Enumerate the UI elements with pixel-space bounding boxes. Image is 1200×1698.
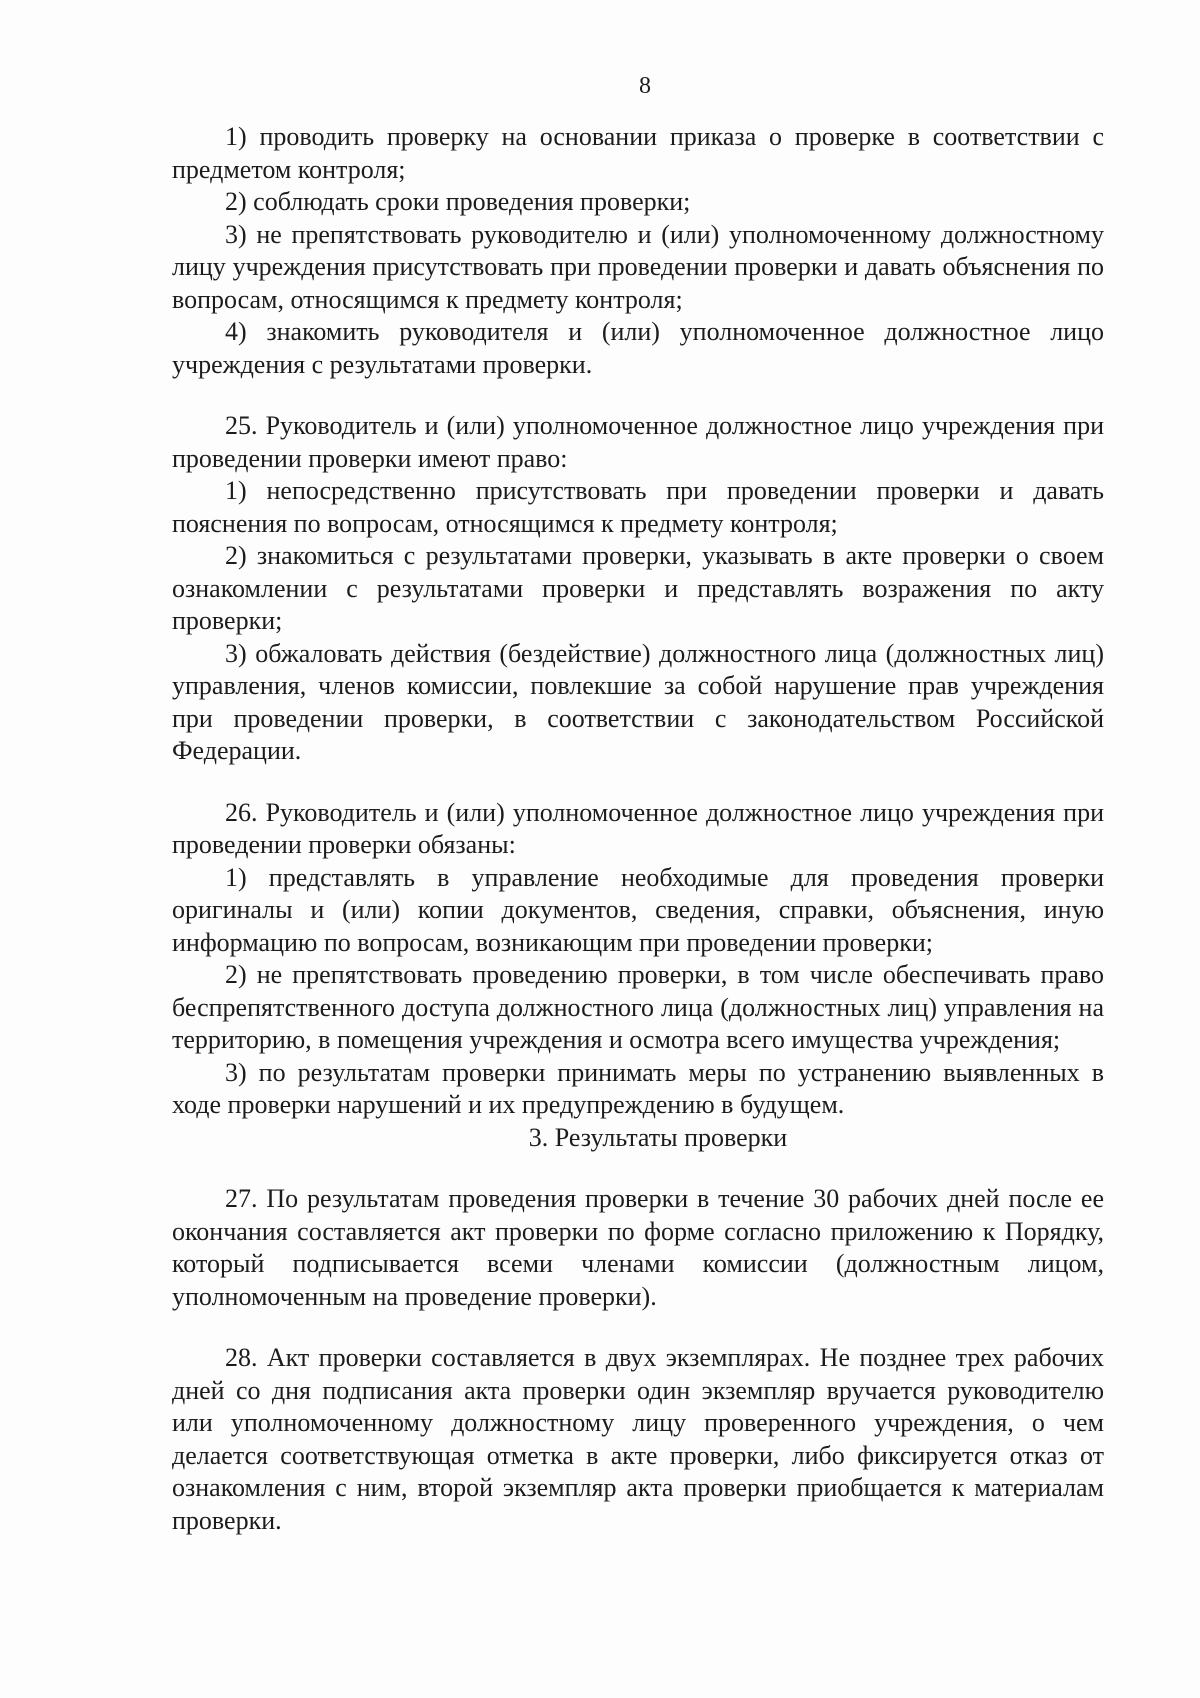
document-body bbox=[172, 121, 1104, 1537]
paragraph-25-item-2: 2) знакомиться с результатами проверки, указывать в акте проверки о своем ознакомлении с результатами проверки и представлять возражения по акту проверки; bbox=[172, 541, 1104, 635]
paragraph-26-item-1: 1) представлять в управление необходимые для проведения проверки оригиналы и (или) копии документов, сведения, справки, объяснения, иную информацию по вопросам, возникающим при проведении проверки; bbox=[172, 862, 1104, 957]
paragraph-24-item-2: 2) соблюдать сроки проведения проверки; bbox=[225, 187, 691, 216]
paragraph-25: 25. Руководитель и (или) уполномоченное должностное лицо учреждения при проведении проверки имеют право: bbox=[172, 411, 1104, 473]
paragraph-27: 27. По результатам проведения проверки в течение 30 рабочих дней после ее окончания составляется акт проверки по форме согласно приложению к Порядку, который подписывается всеми членами комиссии (должностным лицом, уполномоченным на проведение проверки). bbox=[172, 1184, 1104, 1311]
paragraph-26-item-3: 3) по результатам проверки принимать меры по устранению выявленных в ходе проверки нарушений и их предупреждению в будущем. bbox=[172, 1057, 1104, 1119]
paragraph-24-item-1: 1) проводить проверку на основании приказа о проверке в соответствии с предметом контроля; bbox=[172, 122, 1104, 184]
paragraph-24-item-4: 4) знакомить руководителя и (или) уполномоченное должностное лицо учреждения с результатами проверки. bbox=[172, 317, 1104, 379]
paragraph-28: 28. Акт проверки составляется в двух экземплярах. Не позднее трех рабочих дней со дня подписания акта проверки один экземпляр вручается руководителю или уполномоченному должностному лицу проверенного учреждения, о чем делается соответствующая отметка в акте проверки, либо фиксируется отказ от ознакомления с ним, второй экземпляр акта проверки приобщается к материалам проверки. bbox=[172, 1343, 1104, 1535]
paragraph-26-item-2: 2) не препятствовать проведению проверки, в том числе обеспечивать право беспрепятственного доступа должностного лица (должностных лиц) управления на территорию, в помещения учреждения и осмотра всего имущества учреждения; bbox=[172, 960, 1104, 1054]
section-heading: 3. Результаты проверки bbox=[528, 1122, 788, 1152]
paragraph-24-item-3: 3) не препятствовать руководителю и (или) уполномоченному должностному лицу учреждения присутствовать при проведении проверки и давать объяснения по вопросам, относящимся к предмету контроля; bbox=[172, 219, 1104, 314]
page-number: 8 bbox=[639, 73, 651, 99]
paragraph-26: 26. Руководитель и (или) уполномоченное должностное лицо учреждения при проведении проверки обязаны: bbox=[172, 797, 1104, 859]
paragraph-25-item-1: 1) непосредственно присутствовать при проведении проверки и давать пояснения по вопросам, относящимся к предмету контроля; bbox=[172, 476, 1104, 538]
paragraph-25-item-3: 3) обжаловать действия (бездействие) должностного лица (должностных лиц) управления, членов комиссии, повлекшие за собой нарушение прав учреждения при проведении проверки, в соответствии с законодательством Российской Федерации. bbox=[172, 638, 1104, 765]
